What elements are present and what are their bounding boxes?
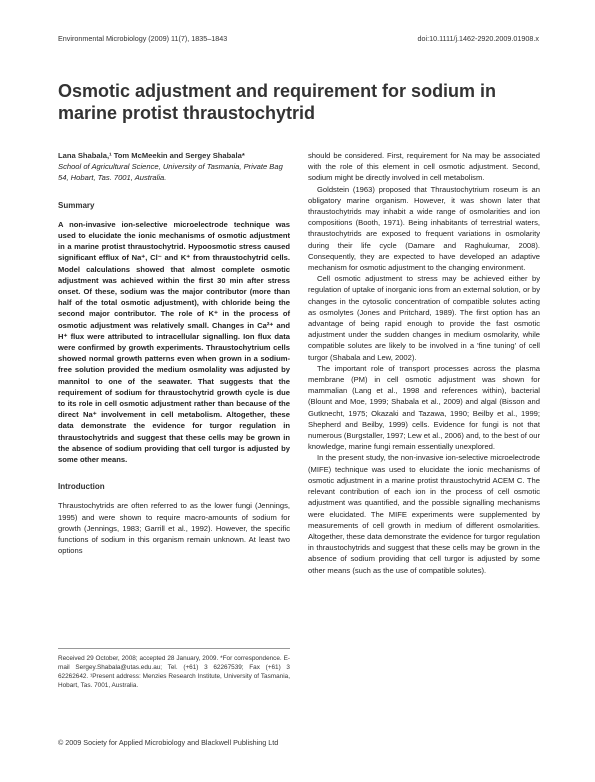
author-list: Lana Shabala,¹ Tom McMeekin and Sergey Shabala* [58, 151, 245, 160]
introduction-text: Thraustochytrids are often referred to as the lower fungi (Jennings, 1995) and were shown to require macro-amounts of sodium for growth (Jennings, 1983; Garrill et al., 1992). However, the specific functions of sodium in this organism remain unknown. At least two options [58, 501, 290, 556]
footnote-divider [58, 648, 290, 649]
right-column [308, 150, 540, 576]
left-column [58, 150, 290, 557]
paragraph: Goldstein (1963) proposed that Thraustochytrium roseum is an obligatory marine organism. However, it was shown later that thraustochytrids may inhabit a wide range of osmolarities and ion compositions (Booth, 1971). Being inhabitants of terrestrial waters, thraustochytrids are exposed to frequent variations in osmolarity during their life cycle (Damare and Raghukumar, 2008). Consequently, they are expected to have developed an adaptive mechanism for osmotic adjustment to the changing environment. [308, 184, 540, 273]
doi: doi:10.1111/j.1462-2920.2009.01908.x [417, 34, 539, 43]
paragraph: Cell osmotic adjustment to stress may be achieved either by regulation of uptake of inorganic ions from an external solution, or by changes in the cytosolic concentration of compatible solutes acting as osmolytes (Jones and Pritchard, 1989). The first option has an advantage of being rapid enough to provide the fast osmotic adjustment under the sudden changes in medium osmolarity, while compatible solutes are likely to be involved in a 'fine tuning' of cell turgor (Shabala and Lew, 2002). [308, 274, 540, 362]
received-note: Received 29 October, 2008; accepted 28 January, 2009. *For correspondence. E-mail Sergey.Shabala@utas.edu.au; Tel. (+61) 3 62267539; Fax (+61) 3 62262642. ¹Present address: Menzies Research Institute, University of Tasmania, Hobart, Tas. 7001, Australia. [58, 655, 290, 689]
article-title: Osmotic adjustment and requirement for sodium in marine protist thraustochytrid [58, 81, 497, 123]
paragraph: In the present study, the non-invasive ion-selective microelectrode (MIFE) technique was used to elucidate the ionic mechanisms of osmotic adjustment in a marine protist thraustochytrid ACEM C. The relevant contribution of each ion in the process of cell osmotic adjustment was quantified, and the possible signalling mechanisms were elucidated. The MIFE experiments were supplemented by measurements of cell growth in medium of different osmolarities. Altogether, these data demonstrate the evidence for turgor regulation in thraustochytrids and suggest that these cells may be grown in the absence of sodium providing that cell turgor is adjusted by some other means (such as the use of compatible solutes). [308, 453, 540, 575]
affiliation: School of Agricultural Science, University of Tasmania, Private Bag 54, Hobart, Tas. 7001, Australia. [58, 162, 283, 183]
paragraph: The important role of transport processes across the plasma membrane (PM) in cell osmotic adjustment was shown for mammalian (Lang et al., 1998 and references within), bacterial (Blount and Moe, 1999; Shabala et al., 2009) and algal (Bisson and Gutknecht, 1975; Okazaki and Tazawa, 1990; Beilby et al., 1999; Shepherd and Beilby, 1999) cells. Evidence for fungi is not that numerous (Burgstaller, 1997; Lew et al., 2006) and, to the best of our knowledge, marine fungi remain essentially unexplored. [308, 363, 540, 452]
paragraph: should be considered. First, requirement for Na may be associated with the role of this element in cell osmotic adjustment. Second, sodium might be directly involved in cell metabolism. [308, 151, 540, 183]
introduction-heading: Introduction [58, 482, 105, 492]
summary-text: A non-invasive ion-selective microelectrode technique was used to elucidate the ionic mechanisms of osmotic adjustment in a marine protist thraustochytrid. Hypoosmotic stress caused significant efflux of Na⁺, Cl⁻ and K⁺ from thraustochytrid cells. Model calculations showed that almost complete osmotic adjustment was achieved within the first 30 min after stress onset. Of these, sodium was the major contributor (more than half of the total osmotic adjustment), with chloride being the second major contributor. The role of K⁺ in the process of osmotic adjustment was relatively small. Changes in Ca²⁺ and H⁺ flux were attributed to intracellular signalling. Ion flux data were confirmed by growth experiments. Thraustochytrium cells showed normal growth patterns even when grown in a sodium-free solution provided the medium osmolality was adjusted by mannitol to one of the seawater. That suggests that the requirement of sodium for thraustochytrid growth cycle is due to its role in cell osmotic adjustment rather than because of the direct Na⁺ involvement in cell metabolism. Altogether, these data demonstrate the evidence for turgor regulation in thraustochytrids and suggest that these cells may be grown in the absence of sodium providing that cell turgor is adjusted by some other means. [58, 219, 290, 465]
journal-citation: Environmental Microbiology (2009) 11(7), 1835–1843 [58, 34, 228, 43]
copyright-footer: © 2009 Society for Applied Microbiology and Blackwell Publishing Ltd [58, 738, 279, 747]
summary-heading: Summary [58, 200, 95, 210]
